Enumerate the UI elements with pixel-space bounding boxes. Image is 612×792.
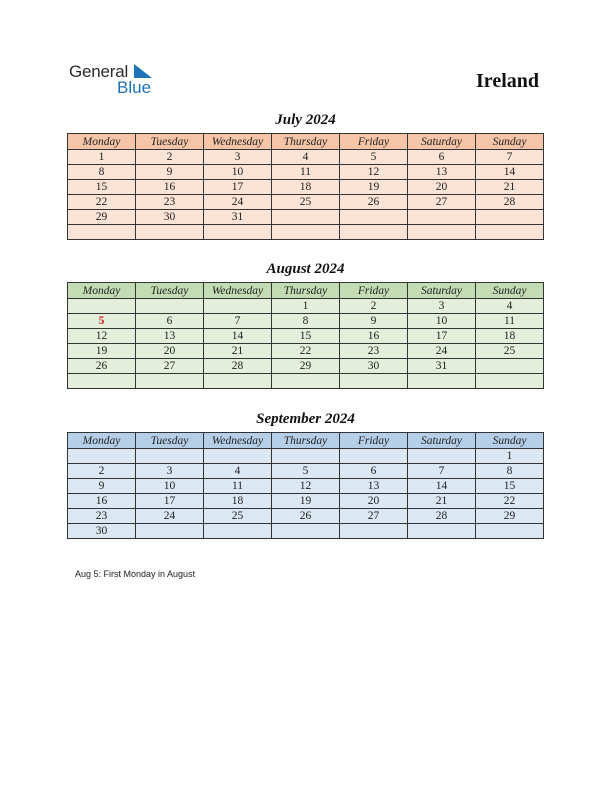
- day-cell: [204, 524, 272, 539]
- day-cell: 8: [272, 314, 340, 329]
- day-cell: 27: [136, 359, 204, 374]
- weekday-header: Sunday: [476, 433, 544, 449]
- week-row: [68, 210, 544, 225]
- weekday-header-row: [68, 283, 544, 299]
- day-cell: [272, 524, 340, 539]
- weekday-header: Tuesday: [136, 283, 204, 299]
- day-cell: 24: [408, 344, 476, 359]
- day-cell: [476, 374, 544, 389]
- day-cell: 3: [136, 464, 204, 479]
- day-cell: 30: [340, 359, 408, 374]
- day-cell: 17: [136, 494, 204, 509]
- calendar-september: [67, 432, 544, 539]
- day-cell: [408, 210, 476, 225]
- day-cell: 25: [476, 344, 544, 359]
- day-cell: 15: [476, 479, 544, 494]
- day-cell: [340, 449, 408, 464]
- day-cell: 18: [204, 494, 272, 509]
- calendar-august: [67, 282, 544, 389]
- week-row: [68, 299, 544, 314]
- month-title-september: September 2024: [256, 411, 355, 427]
- day-cell: 25: [204, 509, 272, 524]
- week-row: [68, 509, 544, 524]
- day-cell: [476, 359, 544, 374]
- day-cell: 6: [340, 464, 408, 479]
- day-cell: 12: [340, 165, 408, 180]
- day-cell: 18: [476, 329, 544, 344]
- day-cell: 20: [340, 494, 408, 509]
- month-title-august: August 2024: [266, 261, 345, 277]
- day-cell: 29: [272, 359, 340, 374]
- day-cell: [476, 210, 544, 225]
- week-row: [68, 314, 544, 329]
- day-cell: 23: [340, 344, 408, 359]
- day-cell: 2: [340, 299, 408, 314]
- weekday-header: Wednesday: [204, 433, 272, 449]
- day-cell: 22: [476, 494, 544, 509]
- day-cell: 30: [136, 210, 204, 225]
- day-cell: 1: [272, 299, 340, 314]
- day-cell: 9: [68, 479, 136, 494]
- weekday-header: Saturday: [408, 283, 476, 299]
- day-cell: 3: [204, 150, 272, 165]
- week-row: [68, 329, 544, 344]
- day-cell: 7: [408, 464, 476, 479]
- day-cell: [408, 524, 476, 539]
- logo-triangle-icon: [134, 64, 152, 78]
- day-cell: 29: [68, 210, 136, 225]
- day-cell: [272, 374, 340, 389]
- day-cell: 8: [68, 165, 136, 180]
- holiday-day-cell: 5: [68, 314, 136, 329]
- week-row: [68, 180, 544, 195]
- country-title: Ireland: [476, 70, 539, 92]
- day-cell: 10: [136, 479, 204, 494]
- week-row: [68, 494, 544, 509]
- day-cell: 27: [408, 195, 476, 210]
- day-cell: 3: [408, 299, 476, 314]
- day-cell: 14: [204, 329, 272, 344]
- day-cell: 24: [136, 509, 204, 524]
- day-cell: 18: [272, 180, 340, 195]
- holiday-footnote: Aug 5: First Monday in August: [75, 569, 196, 579]
- day-cell: 5: [340, 150, 408, 165]
- day-cell: 22: [272, 344, 340, 359]
- weekday-header: Saturday: [408, 134, 476, 150]
- weekday-header-row: [68, 134, 544, 150]
- weekday-header: Friday: [340, 433, 408, 449]
- day-cell: 12: [68, 329, 136, 344]
- weekday-header: Thursday: [272, 433, 340, 449]
- day-cell: 4: [476, 299, 544, 314]
- day-cell: 17: [408, 329, 476, 344]
- day-cell: [136, 374, 204, 389]
- day-cell: 5: [272, 464, 340, 479]
- day-cell: [204, 449, 272, 464]
- logo-general-text: General: [69, 62, 129, 81]
- day-cell: 21: [476, 180, 544, 195]
- day-cell: 26: [272, 509, 340, 524]
- day-cell: 10: [408, 314, 476, 329]
- week-row: [68, 150, 544, 165]
- day-cell: 11: [272, 165, 340, 180]
- weekday-header: Thursday: [272, 134, 340, 150]
- day-cell: 16: [340, 329, 408, 344]
- day-cell: [68, 225, 136, 240]
- day-cell: 6: [408, 150, 476, 165]
- day-cell: 30: [68, 524, 136, 539]
- day-cell: 15: [68, 180, 136, 195]
- day-cell: [340, 225, 408, 240]
- day-cell: 9: [340, 314, 408, 329]
- day-cell: [408, 225, 476, 240]
- day-cell: [136, 225, 204, 240]
- day-cell: 4: [272, 150, 340, 165]
- day-cell: [340, 210, 408, 225]
- day-cell: 28: [204, 359, 272, 374]
- day-cell: 15: [272, 329, 340, 344]
- day-cell: 1: [68, 150, 136, 165]
- day-cell: 12: [272, 479, 340, 494]
- day-cell: 13: [340, 479, 408, 494]
- day-cell: 16: [68, 494, 136, 509]
- day-cell: 13: [408, 165, 476, 180]
- day-cell: 21: [408, 494, 476, 509]
- logo-blue-text: Blue: [117, 78, 152, 97]
- day-cell: 25: [272, 195, 340, 210]
- day-cell: [204, 299, 272, 314]
- day-cell: [68, 374, 136, 389]
- weekday-header: Sunday: [476, 134, 544, 150]
- week-row: [68, 374, 544, 389]
- day-cell: 31: [204, 210, 272, 225]
- day-cell: 28: [476, 195, 544, 210]
- weekday-header: Friday: [340, 283, 408, 299]
- day-cell: [408, 374, 476, 389]
- day-cell: 29: [476, 509, 544, 524]
- weekday-header: Monday: [68, 134, 136, 150]
- day-cell: 11: [204, 479, 272, 494]
- weekday-header: Sunday: [476, 283, 544, 299]
- day-cell: 2: [68, 464, 136, 479]
- day-cell: 27: [340, 509, 408, 524]
- weekday-header: Wednesday: [204, 283, 272, 299]
- week-row: [68, 464, 544, 479]
- day-cell: [272, 449, 340, 464]
- day-cell: [476, 225, 544, 240]
- day-cell: [136, 299, 204, 314]
- day-cell: [340, 374, 408, 389]
- day-cell: 9: [136, 165, 204, 180]
- day-cell: 23: [136, 195, 204, 210]
- week-row: [68, 165, 544, 180]
- day-cell: 23: [68, 509, 136, 524]
- weekday-header: Tuesday: [136, 134, 204, 150]
- day-cell: [68, 299, 136, 314]
- weekday-header-row: [68, 433, 544, 449]
- day-cell: 26: [68, 359, 136, 374]
- day-cell: 16: [136, 180, 204, 195]
- day-cell: [204, 225, 272, 240]
- day-cell: 14: [476, 165, 544, 180]
- weekday-header: Monday: [68, 433, 136, 449]
- day-cell: 19: [340, 180, 408, 195]
- month-title-july: July 2024: [275, 112, 336, 128]
- day-cell: [476, 524, 544, 539]
- day-cell: 19: [68, 344, 136, 359]
- week-row: [68, 524, 544, 539]
- day-cell: 6: [136, 314, 204, 329]
- day-cell: 13: [136, 329, 204, 344]
- week-row: [68, 449, 544, 464]
- day-cell: 14: [408, 479, 476, 494]
- weekday-header: Friday: [340, 134, 408, 150]
- day-cell: 22: [68, 195, 136, 210]
- day-cell: [272, 210, 340, 225]
- generalblue-logo: [69, 62, 169, 98]
- weekday-header: Thursday: [272, 283, 340, 299]
- week-row: [68, 359, 544, 374]
- day-cell: 21: [204, 344, 272, 359]
- day-cell: 10: [204, 165, 272, 180]
- day-cell: 20: [408, 180, 476, 195]
- day-cell: 28: [408, 509, 476, 524]
- day-cell: [408, 449, 476, 464]
- day-cell: [136, 524, 204, 539]
- day-cell: 24: [204, 195, 272, 210]
- day-cell: 26: [340, 195, 408, 210]
- day-cell: 19: [272, 494, 340, 509]
- day-cell: 8: [476, 464, 544, 479]
- day-cell: 2: [136, 150, 204, 165]
- day-cell: 20: [136, 344, 204, 359]
- day-cell: 4: [204, 464, 272, 479]
- day-cell: 17: [204, 180, 272, 195]
- week-row: [68, 225, 544, 240]
- week-row: [68, 479, 544, 494]
- day-cell: [272, 225, 340, 240]
- day-cell: [340, 524, 408, 539]
- weekday-header: Monday: [68, 283, 136, 299]
- weekday-header: Wednesday: [204, 134, 272, 150]
- day-cell: [136, 449, 204, 464]
- day-cell: 31: [408, 359, 476, 374]
- weekday-header: Tuesday: [136, 433, 204, 449]
- calendar-july: [67, 133, 544, 240]
- day-cell: 1: [476, 449, 544, 464]
- day-cell: [68, 449, 136, 464]
- day-cell: 11: [476, 314, 544, 329]
- week-row: [68, 344, 544, 359]
- week-row: [68, 195, 544, 210]
- weekday-header: Saturday: [408, 433, 476, 449]
- day-cell: 7: [204, 314, 272, 329]
- day-cell: [204, 374, 272, 389]
- day-cell: 7: [476, 150, 544, 165]
